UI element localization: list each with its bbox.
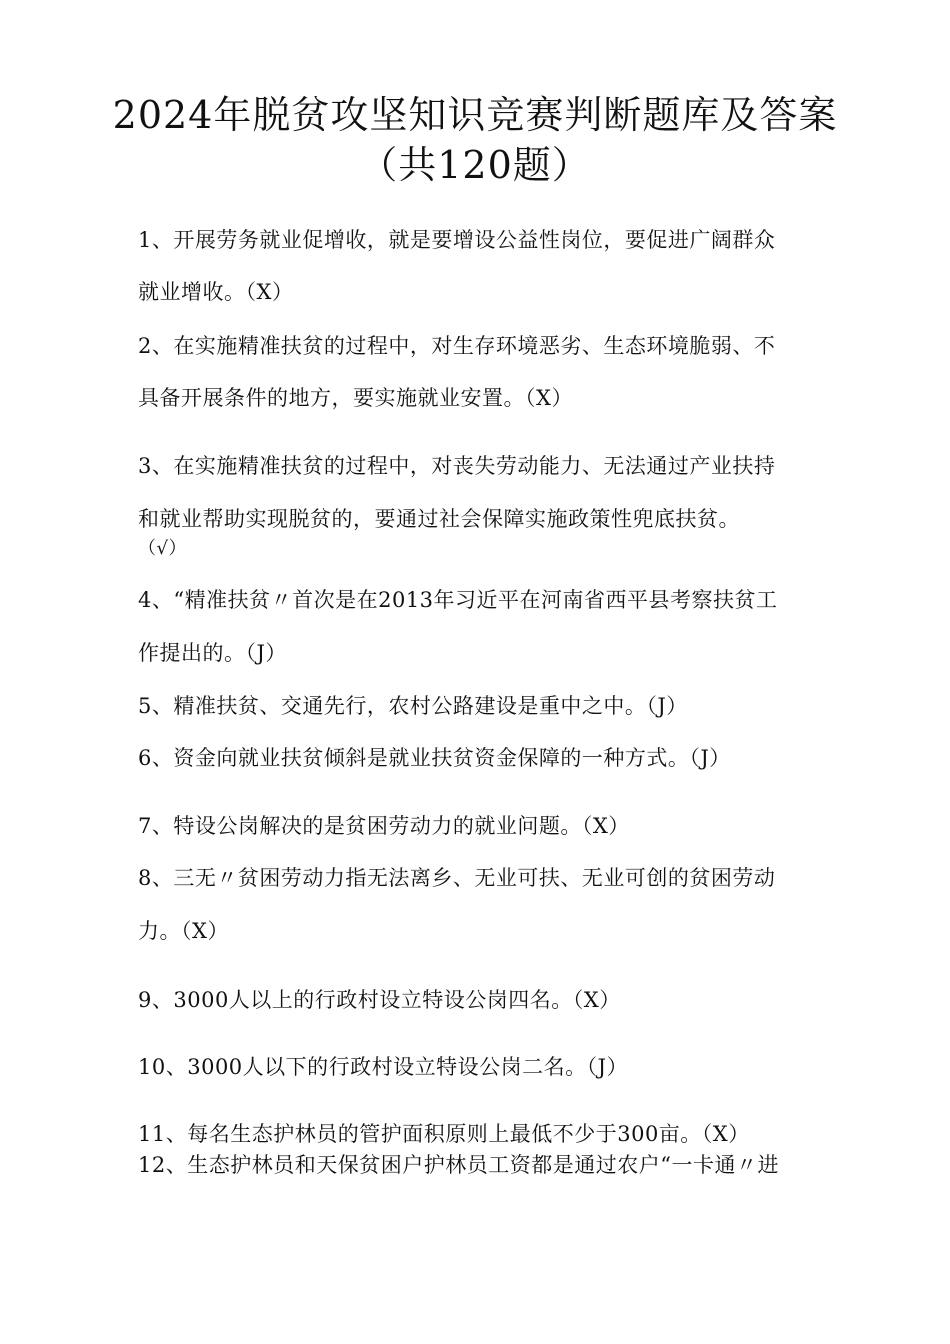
question-11: 11、每名生态护林员的管护面积原则上最低不少于300亩。（X） bbox=[138, 1122, 750, 1146]
question-1-line2: 就业增收。（X） bbox=[138, 280, 294, 304]
document-title-line2: （共120题） bbox=[359, 143, 591, 187]
question-4-line1: 4、“精准扶贫〃首次是在2013年习近平在河南省西平县考察扶贫工 bbox=[138, 588, 778, 612]
question-2-line2: 具备开展条件的地方，要实施就业安置。（X） bbox=[138, 386, 573, 410]
document-title-line1: 2024年脱贫攻坚知识竞赛判断题库及答案 bbox=[112, 93, 838, 137]
question-12-line1: 12、生态护林员和天保贫困户护林员工资都是通过农户“一卡通〃进 bbox=[138, 1153, 779, 1177]
question-3-line3: （√） bbox=[138, 538, 187, 559]
question-4-line2: 作提出的。（J） bbox=[138, 641, 287, 665]
question-9: 9、3000人以上的行政村设立特设公岗四名。（X） bbox=[138, 988, 621, 1012]
question-8-line1: 8、三无〃贫困劳动力指无法离乡、无业可扶、无业可创的贫困劳动 bbox=[138, 866, 776, 890]
question-2-line1: 2、在实施精准扶贫的过程中，对生存环境恶劣、生态环境脆弱、不 bbox=[138, 334, 776, 358]
question-5: 5、精准扶贫、交通先行，农村公路建设是重中之中。（J） bbox=[138, 694, 688, 718]
question-1-line1: 1、开展劳务就业促增收，就是要增设公益性岗位，要促进广阔群众 bbox=[138, 228, 776, 252]
question-7: 7、特设公岗解决的是贫困劳动力的就业问题。（X） bbox=[138, 814, 630, 838]
question-3-line1: 3、在实施精准扶贫的过程中，对丧失劳动能力、无法通过产业扶持 bbox=[138, 454, 776, 478]
question-6: 6、资金向就业扶贫倾斜是就业扶贫资金保障的一种方式。（J） bbox=[138, 746, 731, 770]
question-10: 10、3000人以下的行政村设立特设公岗二名。（J） bbox=[138, 1055, 629, 1079]
question-8-line2: 力。（X） bbox=[138, 919, 229, 943]
question-3-line2: 和就业帮助实现脱贫的，要通过社会保障实施政策性兜底扶贫。 bbox=[138, 507, 740, 531]
